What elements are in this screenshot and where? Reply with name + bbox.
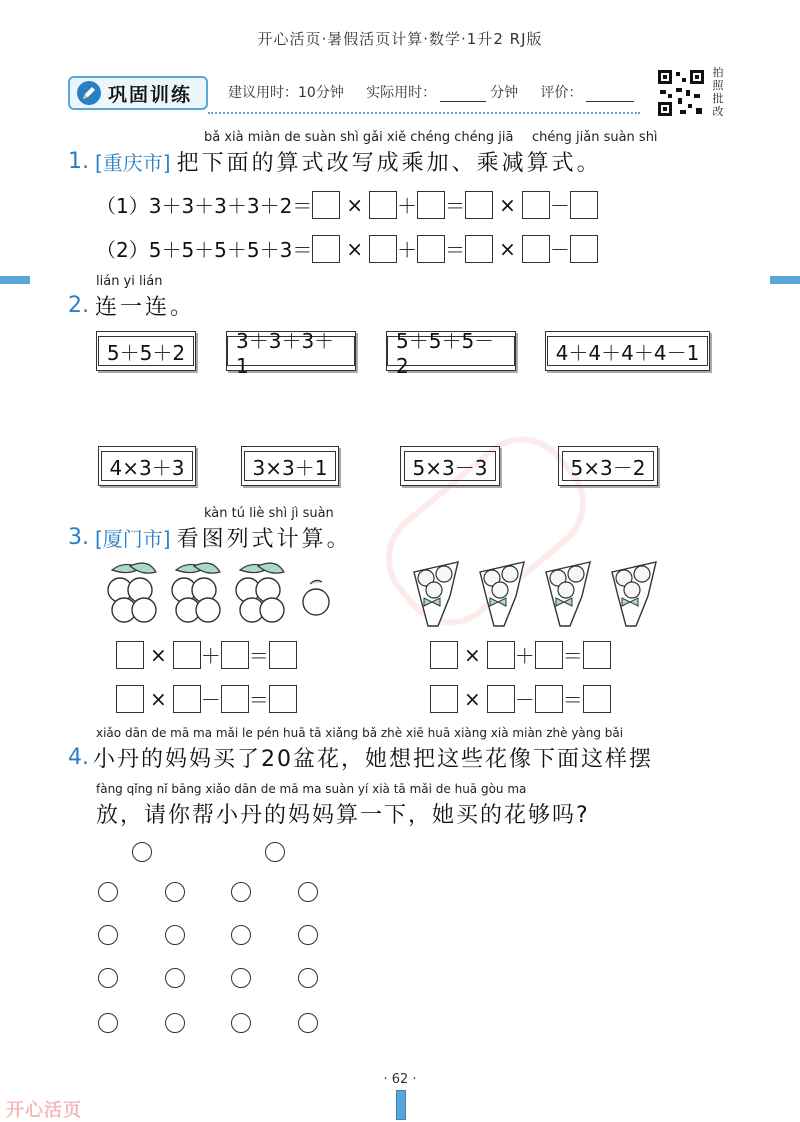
times-sign: × <box>150 686 167 711</box>
answer-box[interactable] <box>417 191 445 219</box>
left-side-tab <box>0 276 30 284</box>
q4-pinyin-1: xiǎo dān de mā ma mǎi le pén huā tā xiǎng bǎ zhè xiē huā xiàng xià miàn zhè yàng bǎi <box>96 726 624 740</box>
single-fruit-icon <box>303 589 329 615</box>
match-top-1-text: 5＋5＋2 <box>98 336 194 366</box>
q1-number: 1. <box>68 149 89 174</box>
times-sign: × <box>464 642 481 667</box>
flower-pot-circle <box>132 842 152 862</box>
answer-box[interactable] <box>417 235 445 263</box>
answer-box[interactable] <box>522 191 550 219</box>
answer-box[interactable] <box>173 685 201 713</box>
answer-box[interactable] <box>312 235 340 263</box>
flower-pot-circle <box>231 925 251 945</box>
flower-pot-circle <box>231 968 251 988</box>
flower-pot-circle <box>265 842 285 862</box>
times-sign: × <box>346 192 364 217</box>
match-top-4-text: 4＋4＋4＋4－1 <box>547 336 709 366</box>
right-side-tab <box>770 276 800 284</box>
rating-label: 评价： <box>540 85 583 101</box>
equals-sign: ＝ <box>562 688 583 712</box>
match-bottom-3-text: 5×3－3 <box>404 451 497 481</box>
q1-text-2: 乘减算式。 <box>476 151 602 176</box>
plus-sign: ＋ <box>200 644 221 668</box>
equals-sign: ＝ <box>562 644 583 668</box>
answer-box[interactable] <box>465 235 493 263</box>
q3-right-row-2 <box>430 684 611 713</box>
flower-pot-circle <box>165 925 185 945</box>
match-bottom-4[interactable] <box>558 446 658 486</box>
flower-pot-circle <box>98 968 118 988</box>
q3-left-row-2 <box>116 684 297 713</box>
flower-pot-circle <box>298 925 318 945</box>
q2-title <box>68 290 195 321</box>
answer-box[interactable] <box>522 235 550 263</box>
q4-text-2: 放，请你帮小丹的妈妈算一下，她买的花够吗? <box>96 803 590 828</box>
answer-box[interactable] <box>116 685 144 713</box>
match-top-2[interactable] <box>226 328 356 378</box>
answer-box[interactable] <box>430 685 458 713</box>
q1-item-1-expr: 3＋3＋3＋3＋2＝ <box>148 194 313 218</box>
plus-sign: ＋ <box>397 238 418 262</box>
minus-sign: － <box>200 688 221 712</box>
qr-caption: 拍照批改 <box>712 66 724 118</box>
q3-region: [厦门市] <box>95 527 171 551</box>
q2-text: 连一连。 <box>95 295 196 320</box>
fruit-cluster-icon <box>108 563 156 622</box>
answer-box[interactable] <box>570 191 598 219</box>
equals-sign: ＝ <box>248 644 269 668</box>
answer-box[interactable] <box>583 641 611 669</box>
match-top-4[interactable] <box>545 331 710 371</box>
q1-title <box>68 146 602 177</box>
q3-text: 看图列式计算。 <box>176 527 352 552</box>
match-top-2-text: 3＋3＋3＋1 <box>227 336 355 366</box>
answer-box[interactable] <box>535 685 563 713</box>
equals-sign: ＝ <box>445 194 466 218</box>
minus-sign: － <box>549 194 570 218</box>
answer-box[interactable] <box>369 191 397 219</box>
suggest-time-label: 建议用时： <box>228 85 298 101</box>
q1-pinyin-2: chéng jiǎn suàn shì <box>532 130 658 145</box>
flower-pot-circle <box>165 882 185 902</box>
answer-box[interactable] <box>269 685 297 713</box>
rating-blank[interactable] <box>586 87 634 102</box>
q1-item-2-label: （2） <box>96 238 149 262</box>
pencil-icon <box>76 80 102 106</box>
match-top-3[interactable] <box>386 328 516 378</box>
qr-code-icon[interactable] <box>656 68 706 118</box>
q1-item-1-label: （1） <box>96 194 149 218</box>
answer-box[interactable] <box>570 235 598 263</box>
flower-pot-circle <box>298 882 318 902</box>
answer-box[interactable] <box>312 191 340 219</box>
q4-pinyin-2: fàng qǐng nǐ bāng xiǎo dān de mā ma suàn yí xià tā mǎi de huā gòu ma <box>96 782 527 796</box>
match-bottom-3[interactable] <box>400 446 500 486</box>
flower-pot-circle <box>231 882 251 902</box>
answer-box[interactable] <box>430 641 458 669</box>
q1-item-1 <box>96 190 598 219</box>
q1-region: [重庆市] <box>95 151 171 175</box>
q1-pinyin-1: bǎ xià miàn de suàn shì gǎi xiě chéng chéng jiā <box>204 130 514 145</box>
flower-pot-circle <box>98 925 118 945</box>
q4-text-1: 小丹的妈妈买了20盆花，她想把这些花像下面这样摆 <box>93 747 653 772</box>
section-tag-label: 巩固训练 <box>108 83 193 106</box>
flower-pot-circle <box>98 882 118 902</box>
equals-sign: ＝ <box>248 688 269 712</box>
q1-item-2-expr: 5＋5＋5＋5＋3＝ <box>148 238 313 262</box>
q4-number: 4. <box>68 745 89 770</box>
plus-sign: ＋ <box>514 644 535 668</box>
fruit-picture <box>100 560 345 630</box>
q2-number: 2. <box>68 293 89 318</box>
q3-left-row-1 <box>116 640 297 669</box>
actual-time-label: 实际用时： <box>366 85 437 101</box>
answer-box[interactable] <box>369 235 397 263</box>
match-top-1[interactable] <box>96 331 196 371</box>
q3-number: 3. <box>68 525 89 550</box>
q3-pinyin: kàn tú liè shì jì suàn <box>204 506 334 521</box>
answer-box[interactable] <box>173 641 201 669</box>
minus-sign: － <box>549 238 570 262</box>
answer-box[interactable] <box>487 641 515 669</box>
q4-line-1 <box>68 742 653 773</box>
minus-sign: － <box>514 688 535 712</box>
q3-right-row-1 <box>430 640 611 669</box>
answer-box[interactable] <box>487 685 515 713</box>
flower-pot-circle <box>165 968 185 988</box>
fruit-cluster-icon <box>172 563 220 622</box>
q1-text-1: 把下面的算式改写成乘加、 <box>176 151 477 176</box>
match-bottom-2[interactable] <box>241 446 339 486</box>
match-bottom-4-text: 5×3－2 <box>562 451 655 481</box>
actual-time-unit: 分钟 <box>490 85 519 101</box>
answer-box[interactable] <box>221 685 249 713</box>
q2-pinyin: lián yi lián <box>96 274 163 289</box>
q3-title <box>68 522 352 553</box>
q1-item-2 <box>96 234 598 263</box>
answer-box[interactable] <box>465 191 493 219</box>
times-sign: × <box>464 686 481 711</box>
time-info <box>228 82 638 102</box>
flower-picture <box>410 556 670 632</box>
answer-box[interactable] <box>116 641 144 669</box>
q4-line-2 <box>96 798 590 829</box>
banner-divider <box>208 112 640 114</box>
match-bottom-1-text: 4×3＋3 <box>101 451 194 481</box>
flower-pot-circle <box>98 1013 118 1033</box>
flower-pot-circle <box>298 968 318 988</box>
flower-pot-circle <box>231 1013 251 1033</box>
answer-box[interactable] <box>583 685 611 713</box>
match-top-3-text: 5＋5＋5－2 <box>387 336 515 366</box>
page-bar <box>396 1090 406 1120</box>
page-number: · 62 · <box>383 1072 417 1087</box>
answer-box[interactable] <box>535 641 563 669</box>
section-tag <box>68 76 208 110</box>
brand-logo: 开心活页 <box>6 1100 82 1121</box>
answer-box[interactable] <box>221 641 249 669</box>
times-sign: × <box>150 642 167 667</box>
page-header-title: 开心活页·暑假活页计算·数学·1升2 RJ版 <box>257 30 543 48</box>
actual-time-blank[interactable] <box>440 87 486 102</box>
single-fruit-leaf <box>310 580 322 584</box>
fruit-cluster-icon <box>236 563 284 622</box>
match-bottom-1[interactable] <box>98 446 196 486</box>
flower-pot-circle <box>165 1013 185 1033</box>
answer-box[interactable] <box>269 641 297 669</box>
flower-pot-circle <box>298 1013 318 1033</box>
times-sign: × <box>499 236 516 261</box>
match-bottom-2-text: 3×3＋1 <box>244 451 337 481</box>
times-sign: × <box>346 236 364 261</box>
times-sign: × <box>499 192 516 217</box>
plus-sign: ＋ <box>397 194 418 218</box>
equals-sign: ＝ <box>445 238 466 262</box>
section-banner <box>68 76 638 110</box>
suggest-time-value: 10分钟 <box>298 85 344 101</box>
